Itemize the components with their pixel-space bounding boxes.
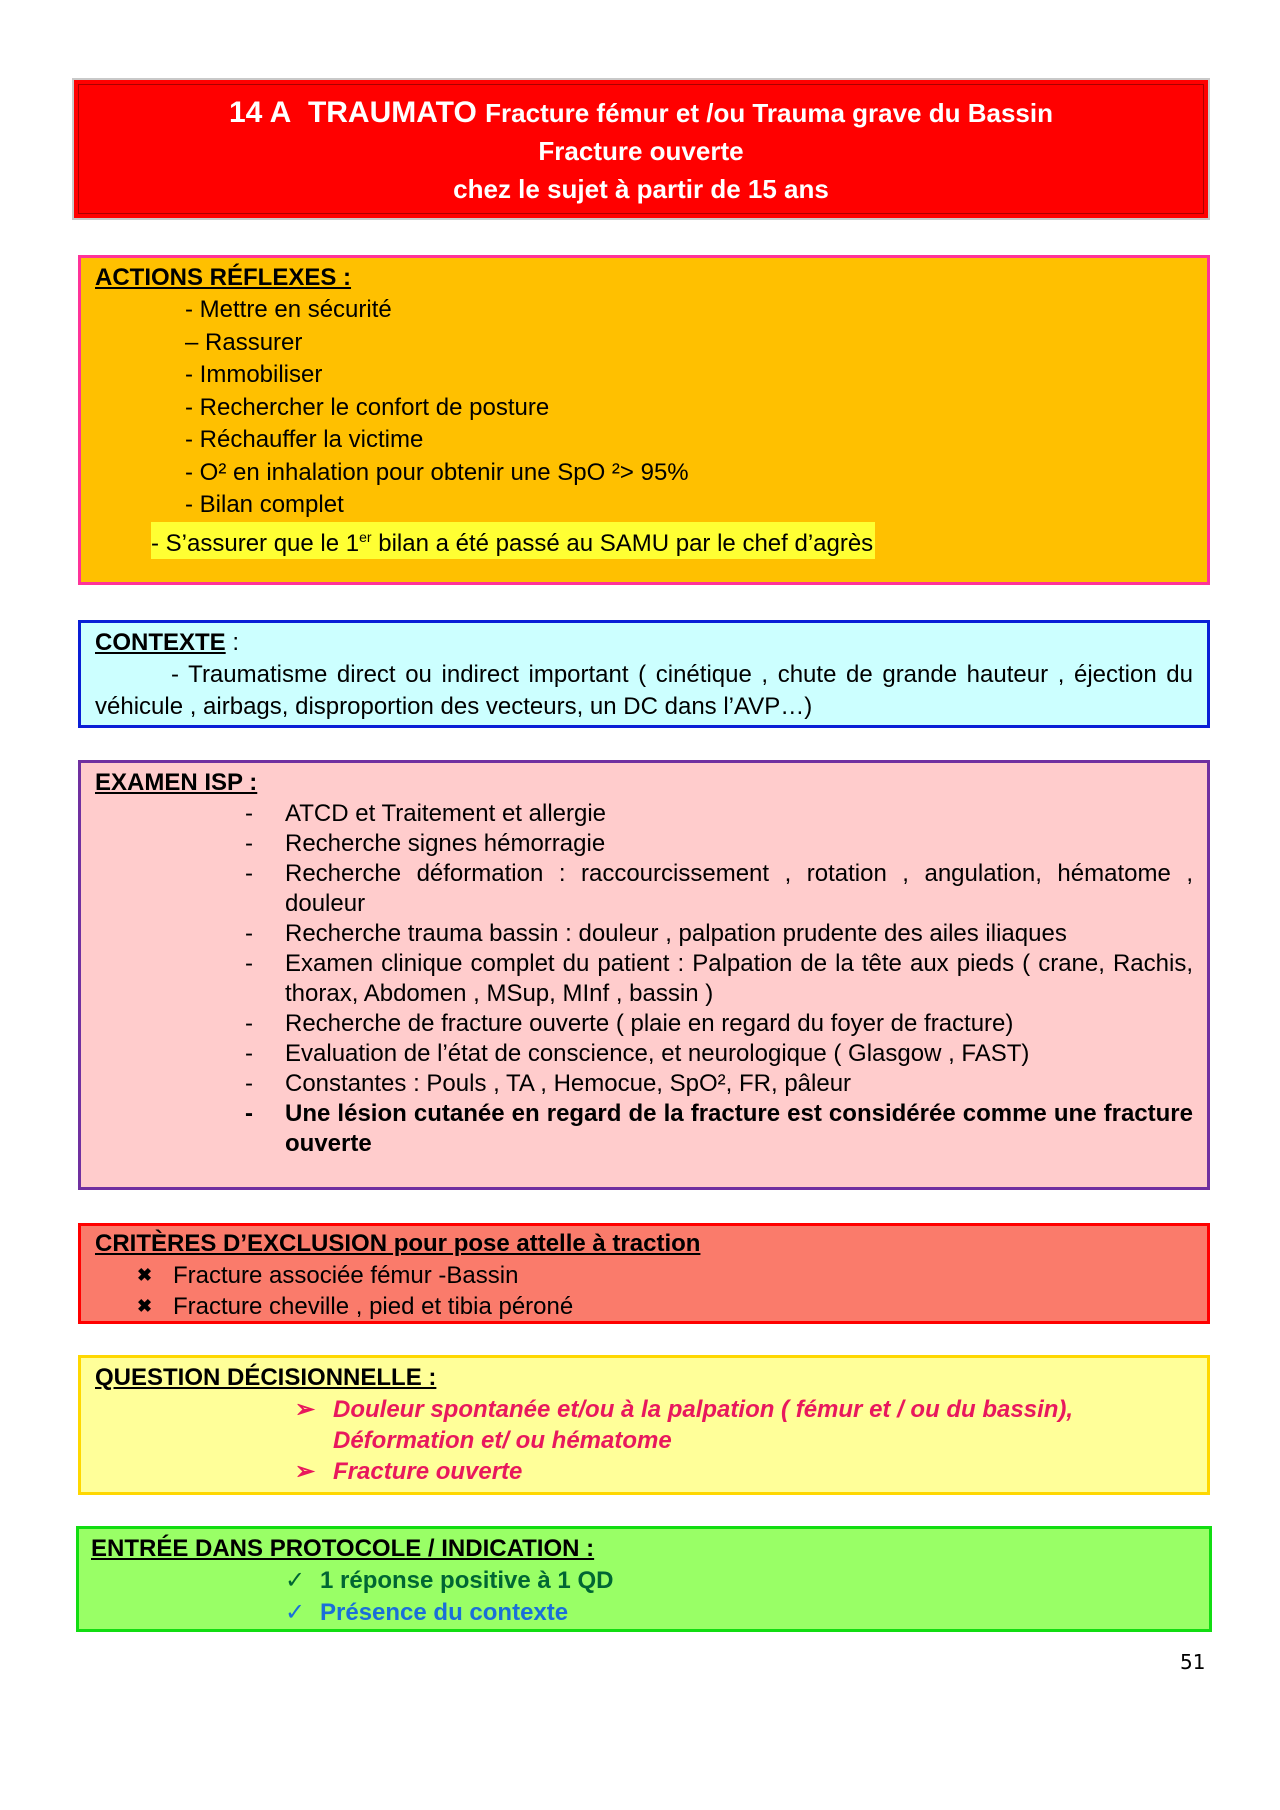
samu-reminder-pre: - S’assurer que le 1 (151, 529, 360, 557)
page-number: 51 (1180, 1650, 1206, 1674)
list-item (95, 1260, 1193, 1291)
check-icon: ✓ (285, 1599, 306, 1626)
list-item: - ATCD et Traitement et allergie (95, 799, 1193, 829)
list-item (91, 1597, 1197, 1629)
protocol-title: Fracture fémur et /ou Trauma grave du Bassin (485, 98, 1053, 128)
list-item: - Recherche déformation : raccourcissement , rotation , angulation, hématome , douleur (95, 859, 1193, 919)
header-line-3: chez le sujet à partir de 15 ans (453, 174, 829, 204)
list-item-text: Fracture associée fémur -Bassin (173, 1262, 519, 1289)
list-item: - Recherche trauma bassin : douleur , palpation prudente des ailes iliaques (95, 919, 1193, 949)
list-item-text: Présence du contexte (320, 1599, 569, 1626)
samu-reminder-post: bilan a été passé au SAMU par le chef d’agrès (371, 529, 874, 557)
list-item: - Recherche signes hémorragie (95, 829, 1193, 859)
list-item-text: Douleur spontanée et/ou à la palpation ( fémur et / ou du bassin), Déformation et/ ou hématome (333, 1396, 1074, 1454)
entree-list (91, 1565, 1197, 1629)
x-mark-icon: ✖ (137, 1296, 153, 1316)
examen-list (95, 799, 1193, 1159)
list-item (95, 1456, 1193, 1487)
criteres-exclusion-section (78, 1223, 1210, 1324)
samu-reminder-sup: er (359, 528, 372, 545)
examen-isp-section (78, 760, 1210, 1190)
actions-title: ACTIONS RÉFLEXES : (95, 264, 352, 291)
criteres-list (95, 1260, 1193, 1322)
list-item: - Réchauffer la victime (185, 426, 424, 453)
examen-title: EXAMEN ISP : (95, 769, 258, 796)
list-item: - O² en inhalation pour obtenir une SpO ²> 95% (185, 458, 689, 486)
list-item: - Recherche de fracture ouverte ( plaie en regard du foyer de fracture) (95, 1009, 1193, 1039)
contexte-section (78, 620, 1210, 728)
header-line-1 (74, 94, 1208, 132)
question-title: QUESTION DÉCISIONNELLE : (95, 1364, 437, 1391)
list-item: - Immobiliser (185, 361, 323, 388)
entree-protocole-section (76, 1526, 1212, 1632)
question-list (95, 1394, 1193, 1487)
check-icon: ✓ (285, 1567, 306, 1594)
contexte-title-suffix: : (225, 629, 240, 656)
question-decisionnelle-section (78, 1355, 1210, 1495)
x-mark-icon: ✖ (137, 1265, 153, 1285)
list-item-text: Fracture cheville , pied et tibia péroné (173, 1293, 574, 1320)
list-item: - Constantes : Pouls , TA , Hemocue, SpO², FR, pâleur (95, 1069, 1193, 1099)
criteres-title: CRITÈRES D’EXCLUSION pour pose attelle à traction (95, 1230, 701, 1257)
list-item-bold: - Une lésion cutanée en regard de la fracture est considérée comme une fracture ouverte (95, 1099, 1193, 1159)
contexte-title: CONTEXTE (95, 629, 226, 656)
list-item: - Mettre en sécurité (185, 296, 392, 323)
contexte-text: - Traumatisme direct ou indirect important ( cinétique , chute de grande hauteur , éjection du véhicule , airbags, disproportion des vecteurs, un DC dans l’AVP…) (95, 661, 1193, 720)
list-item: - Bilan complet (185, 491, 344, 518)
list-item (91, 1565, 1197, 1597)
arrow-right-icon: ➢ (295, 1458, 316, 1485)
entree-title: ENTRÉE DANS PROTOCOLE / INDICATION : (91, 1535, 595, 1562)
list-item: - Examen clinique complet du patient : Palpation de la tête aux pieds ( crane, Rachis, thorax, Abdomen , MSup, MInf , bassin ) (95, 949, 1193, 1009)
actions-list (95, 294, 1193, 560)
protocol-category: TRAUMATO (307, 96, 477, 129)
list-item (95, 1394, 1193, 1456)
arrow-right-icon: ➢ (295, 1396, 316, 1423)
protocol-header (72, 78, 1210, 220)
actions-reflexes-section (78, 255, 1210, 585)
header-line-2: Fracture ouverte (538, 136, 744, 166)
samu-reminder (151, 522, 875, 559)
list-item (95, 1291, 1193, 1322)
list-item-highlighted (151, 522, 1193, 561)
list-item: - Evaluation de l’état de conscience, et neurologique ( Glasgow , FAST) (95, 1039, 1193, 1069)
list-item-text: 1 réponse positive à 1 QD (320, 1567, 614, 1594)
list-item: - Rechercher le confort de posture (185, 393, 550, 421)
list-item: – Rassurer (185, 328, 303, 356)
list-item-text: Fracture ouverte (333, 1458, 523, 1485)
protocol-code: 14 A (229, 96, 292, 129)
